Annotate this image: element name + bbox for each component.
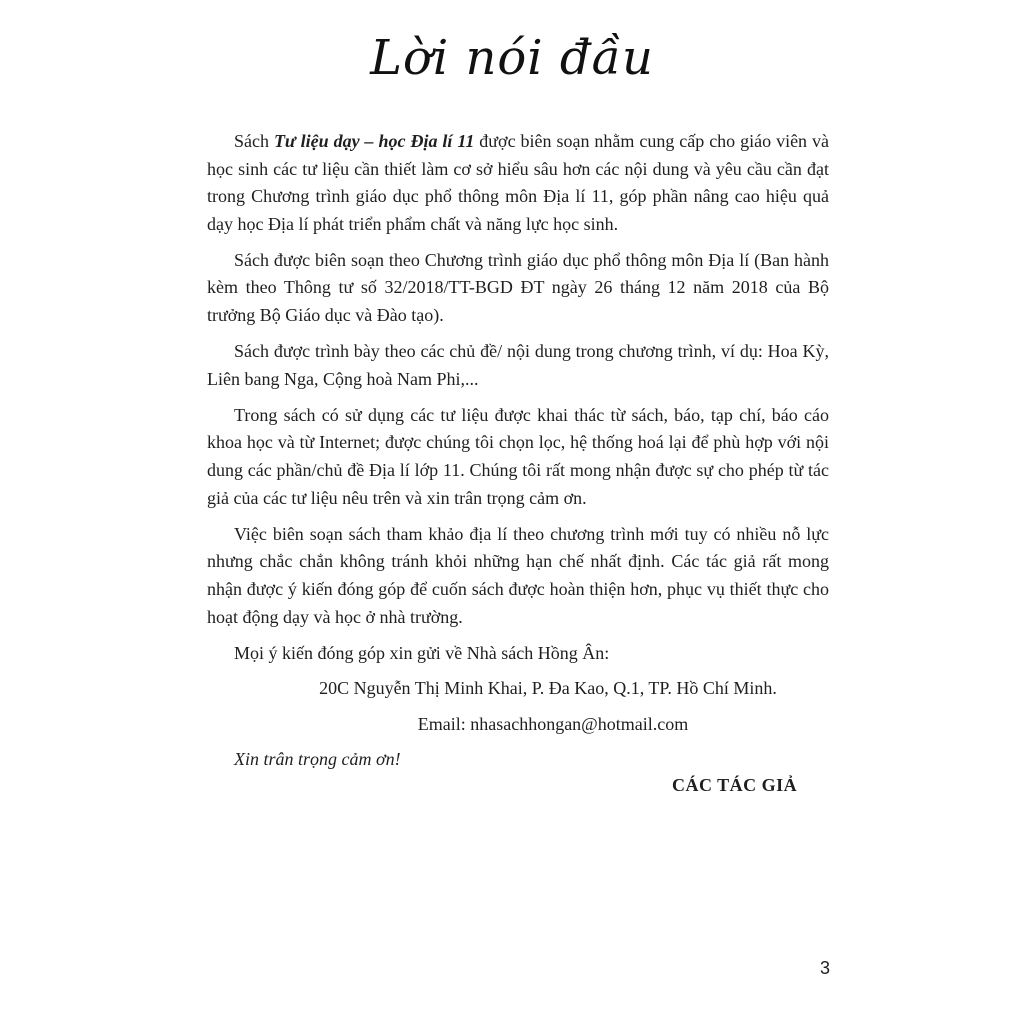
contact-intro: Mọi ý kiến đóng góp xin gửi về Nhà sách Hồng Ân: [234,642,610,663]
paragraph-3: Sách được trình bày theo các chủ đề/ nội dung trong chương trình, ví dụ: Hoa Kỳ, Liên bang Nga, Cộng hoà Nam Phi,... [207,341,829,389]
paragraph-1-before: Sách [234,131,274,151]
contact-block [207,640,829,739]
paragraph-5: Việc biên soạn sách tham khảo địa lí theo chương trình mới tuy có nhiều nỗ lực nhưng chắc chắn không tránh khỏi những hạn chế nhất định. Các tác giả rất mong nhận được ý kiến đóng góp để cuốn sách được hoàn thiện hơn, phục vụ thiết thực cho hoạt động dạy và học ở nhà trường. [207,523,829,627]
book-title-emphasis: Tư liệu dạy – học Địa lí 11 [273,131,475,151]
preface-body [207,128,829,774]
contact-email: Email: nhasachhongan@hotmail.com [417,713,689,734]
paragraph-4: Trong sách có sử dụng các tư liệu được khai thác từ sách, báo, tạp chí, báo cáo khoa học và từ Internet; được chúng tôi chọn lọc, hệ thống hoá lại để phù hợp với nội dung các phần/chủ đề Địa lí lớp 11. Chúng tôi rất mong nhận được sự cho phép từ tác giả của các tư liệu nêu trên và xin trân trọng cảm ơn. [207,404,829,508]
page-number: 3 [820,958,831,978]
paragraph-1-after: được biên soạn nhằm cung cấp cho giáo viên và học sinh các tư liệu cần thiết làm cơ sở hiểu sâu hơn các nội dung và yêu cầu cần đạt trong Chương trình giáo dục phổ thông môn Địa lí 11, góp phần nâng cao hiệu quả dạy học Địa lí phát triển phẩm chất và năng lực học sinh. [207,131,829,234]
paragraph-1 [207,128,829,238]
paragraph-2: Sách được biên soạn theo Chương trình giáo dục phổ thông môn Địa lí (Ban hành kèm theo Thông tư số 32/2018/TT-BGD ĐT ngày 26 tháng 12 năm 2018 của Bộ trưởng Bộ Giáo dục và Đào tạo). [207,249,829,326]
page-title: Lời nói đầu [370,30,654,86]
contact-address: 20C Nguyễn Thị Minh Khai, P. Đa Kao, Q.1, TP. Hồ Chí Minh. [319,678,777,699]
authors-signature: CÁC TÁC GIẢ [672,775,798,795]
closing-thanks: Xin trân trọng cảm ơn! [234,749,401,770]
